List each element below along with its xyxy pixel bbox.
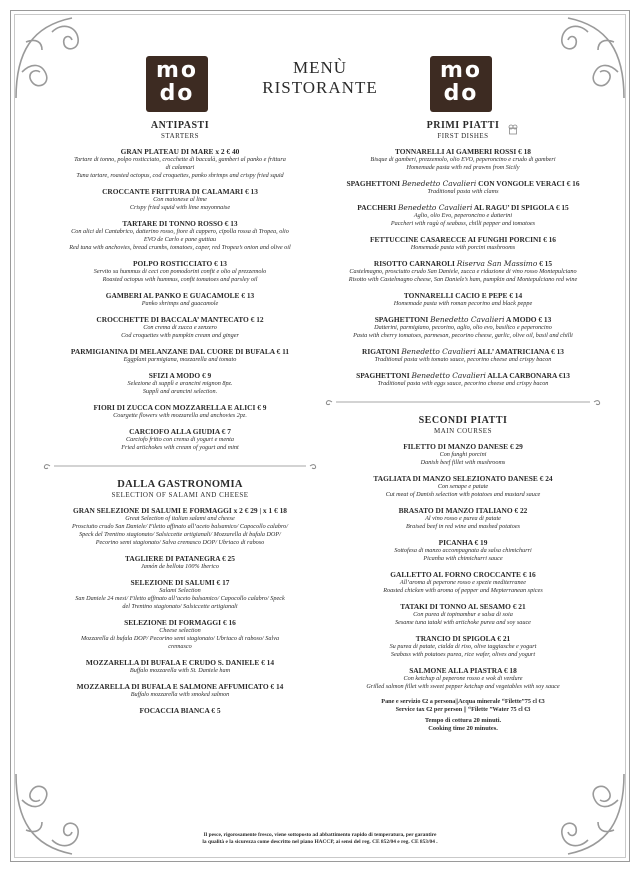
section-title: DALLA GASTRONOMIA	[117, 479, 243, 490]
section-subtitle: STARTERS	[160, 132, 200, 140]
menu-item	[322, 291, 604, 308]
dish-name: GALLETTO AL FORNO CROCCANTE € 16	[390, 570, 536, 579]
dish-name	[322, 203, 604, 212]
dish-name: GRAN SELEZIONE DI SALUMI E FORMAGGI x 2 € 29 | x 1 € 18	[73, 506, 287, 515]
dish-description: Traditional pasta with tomato sauce, pecorino cheese and crispy bacon	[374, 356, 552, 363]
menu-item	[40, 403, 320, 420]
dish-description: Danish beef fillet with mushrooms	[420, 459, 506, 466]
menu-item	[322, 634, 604, 659]
dish-description: Mozzarella di bufala DOP/ Pecorino semi stagionato/ Ubriaco di raboso/ Salva	[80, 635, 280, 642]
brand-logo: mo do	[430, 56, 492, 112]
dish-name: CROCCHETTE DI BACCALA’ MANTECATO € 12	[96, 315, 264, 324]
dish-description: Castelmagno, prosciutto crudo San Daniele, zucca e riduzione di vino rosso Montepulciano	[349, 268, 577, 275]
dish-name-part: AL RAGU’ DI SPIGOLA € 15	[472, 203, 569, 212]
producer-name: Benedetto Cavalieri	[397, 203, 473, 212]
menu-item	[322, 371, 604, 388]
dish-name	[322, 147, 604, 156]
menu-item	[322, 442, 604, 467]
cooking-time-note: Tempo di cottura 20 minuti. Cooking time 20 minutes.	[424, 717, 502, 732]
corner-flourish-icon	[538, 12, 628, 102]
dish-name	[322, 259, 604, 268]
dish-name: MOZZARELLA DI BUFALA E SALMONE AFFUMICATO € 14	[76, 682, 284, 691]
dish-name-part: TONNARELLI CACIO E PEPE € 14	[403, 291, 523, 300]
section-subtitle: FIRST DISHES	[437, 132, 489, 140]
menu-item	[40, 554, 320, 571]
menu-item	[40, 706, 320, 715]
dish-description: Panko shrimps and guacamole	[141, 300, 219, 307]
dish-name: TAGLIATA DI MANZO SELEZIONATO DANESE € 24	[373, 474, 553, 483]
dish-description: Red tuna with anchovies, bread crumbs, tomatoes, caper, red Tropea’s onion and olive oil	[69, 244, 291, 251]
menu-item	[322, 474, 604, 499]
dish-name-part: A MODO € 13	[504, 315, 552, 324]
dish-description: Homemade pasta with porcini mushrooms	[410, 244, 516, 251]
menu-item	[40, 315, 320, 340]
dish-description: Seabass with potatoes purea, rice wafer, olives and yogurt	[390, 651, 536, 658]
divider-ornament-icon	[40, 459, 320, 473]
dish-description: Traditional pasta with clams	[427, 188, 499, 195]
dish-description: San Daniele 24 mesi/ Filetto affinato all’aceto balsamico/ Capocollo calabro/ Speck	[75, 595, 285, 602]
dish-name: TRANCIO DI SPIGOLA € 21	[415, 634, 511, 643]
dish-description: Con alici del Cantabrico, datterino rosso, fiore di cappero, cipolla rossa di Tropea, olio	[71, 228, 289, 235]
dish-name: GRAN PLATEAU DI MARE x 2 € 40	[120, 147, 240, 156]
dish-description: Selezione di supplì e arancini mignon 8pz.	[127, 380, 233, 387]
dish-description: Fried artichokes with cream of yogurt and mint	[121, 444, 239, 451]
dish-name-part: PACCHERI	[357, 203, 398, 212]
menu-item	[322, 179, 604, 196]
dish-name: SELEZIONE DI SALUMI € 17	[130, 578, 230, 587]
dish-description: Prosciutto crudo San Daniele/ Filetto affinato all’aceto balsamico/ Capocollo calabro/	[72, 523, 288, 530]
producer-name: Benedetto Cavalieri	[401, 347, 476, 356]
corner-flourish-icon	[12, 770, 102, 860]
dish-name: TAGLIERE DI PATANEGRA € 25	[125, 554, 235, 563]
dish-name-part: € 15	[537, 259, 553, 268]
menu-item	[40, 506, 320, 547]
section-title: PRIMI PIATTI	[426, 120, 500, 131]
dish-description: Cod croquettes with pumpkin cream and ginger	[121, 332, 239, 339]
dish-name: TATAKI DI TONNO AL SESAMO € 21	[400, 602, 526, 611]
producer-name: Riserva San Massimo	[456, 259, 538, 268]
dish-description: Sottofesa di manzo accompagnata da salsa chimichurri	[394, 547, 532, 554]
menu-item	[40, 427, 320, 452]
dish-description: Con ketchup al peperone rosso e wok di verdure	[403, 675, 523, 682]
footer-note: Il pesce, rigorosamente fresco, viene sottoposto ad abbattimento rapido di temperatura, per garantire la qualità e la sicurezza come descritto nel piano HACCP, ai sensi del reg. CE 852/04 e reg. CE 853/04 .	[202, 832, 438, 845]
dish-name: POLPO ROSTICCIATO € 13	[133, 259, 227, 268]
dish-name: BRASATO DI MANZO ITALIANO € 22	[398, 506, 528, 515]
menu-item	[40, 578, 320, 611]
dish-description: Tartare di tonno, polpo rosticciato, crocchette di baccalà, gamberi al panko e frittura	[74, 156, 286, 163]
menu-item	[40, 187, 320, 212]
menu-item	[40, 219, 320, 252]
dish-description: Buffalo mozzarella with smoked salmon	[130, 691, 230, 698]
dish-name-part: FETTUCCINE CASARECCE AI FUNGHI PORCINI € 16	[369, 235, 557, 244]
right-column	[322, 120, 604, 733]
dish-description: Con purea di topinambur e salsa di soia	[413, 611, 513, 618]
dish-name	[322, 371, 604, 380]
dish-name: FILETTO DI MANZO DANESE € 29	[403, 442, 523, 451]
menu-item	[322, 570, 604, 595]
dish-description: Bisque di gamberi, prezzemolo, olio EVO, peperoncino e crudo di gamberi	[370, 156, 556, 163]
dish-name-part: ALLA CARBONARA €13	[485, 371, 570, 380]
dish-description: Traditional pasta with eggs sauce, pecorino cheese and crispy bacon	[377, 380, 549, 387]
gastro-list	[40, 506, 320, 715]
brand-logo: mo do	[146, 56, 208, 112]
dish-description: Homemade pasta with roman pecorino and black peppe	[393, 300, 533, 307]
dish-description: Servito su hummus di ceci con pomodorini confit e olio al prezzemolo	[93, 268, 267, 275]
dish-description: Con maionese al lime	[153, 196, 207, 203]
dish-description: Pasta with cherry tomatoes, parmesan, pecorino cheese, garlic, olive oil, basil and chilli	[353, 332, 573, 339]
menu-item	[322, 259, 604, 284]
dish-description: Al vino rosso e purea di patate	[425, 515, 501, 522]
dish-description: Cheese selection	[159, 627, 201, 634]
dish-description: di calamari	[165, 164, 195, 171]
dish-name-part: RISOTTO CARNAROLI	[373, 259, 457, 268]
dish-name: GAMBERI AL PANKO E GUACAMOLE € 13	[105, 291, 255, 300]
corner-flourish-icon	[12, 12, 102, 102]
dish-description: Su purea di patate, cialda di riso, olive taggiasche e yogurt	[389, 643, 537, 650]
menu-item	[40, 291, 320, 308]
dish-description: Picanha with chimichurri sauce	[423, 555, 503, 562]
dish-name: SELEZIONE DI FORMAGGI € 16	[124, 618, 236, 627]
dish-name: CROCCANTE FRITTURA DI CALAMARI € 13	[102, 187, 258, 196]
menu-item	[322, 147, 604, 172]
menu-item	[40, 618, 320, 651]
dish-description: del Trentino stagionato/ Salsiccette artigianali	[122, 603, 238, 610]
producer-name: Benedetto Cavalieri	[430, 315, 505, 324]
dish-name: PICANHA € 19	[438, 538, 488, 547]
dish-description: Supplì and arancini selection.	[142, 388, 218, 395]
dish-name	[322, 291, 604, 300]
dish-name: TARTARE DI TONNO ROSSO € 13	[122, 219, 238, 228]
menu-item	[40, 347, 320, 364]
menu-item	[322, 203, 604, 228]
menu-item	[40, 371, 320, 396]
dish-description: cremasco	[168, 643, 192, 650]
menu-item	[322, 602, 604, 627]
left-column	[40, 120, 320, 722]
dish-description: Eggplant parmigiana, mozzarella and tomato	[123, 356, 237, 363]
dish-name-part: ALL’ AMATRICIANA € 13	[475, 347, 564, 356]
dish-description: Buffalo mozzarella with St. Daniele ham	[129, 667, 231, 674]
menu-item	[322, 538, 604, 563]
dish-name: SFIZI A MODO € 9	[148, 371, 212, 380]
menu-item	[40, 658, 320, 675]
menu-item	[322, 666, 604, 691]
dish-description: Homemade pasta with red prawns from Sicily	[406, 164, 520, 171]
dish-name	[322, 315, 604, 324]
divider-ornament-icon	[322, 395, 604, 409]
menu-item	[322, 506, 604, 531]
section-subtitle: SELECTION OF SALAMI AND CHEESE	[111, 491, 249, 499]
producer-name: Benedetto Cavalieri	[411, 371, 486, 380]
dish-description: Tuna tartare, roasted octopus, cod croquettes, panko shrimps and crispy fried squid	[76, 172, 284, 179]
dish-description: Pecorino semi stagionato/ Salva cremasco DOP/ Ubriaco di raboso	[95, 539, 265, 546]
section-title: ANTIPASTI	[150, 120, 210, 131]
menu-item	[40, 682, 320, 699]
dish-name-part: SPAGHETTONI	[346, 179, 402, 188]
dish-description: Great Selection of italian salami and cheese	[125, 515, 235, 522]
primi-list	[322, 147, 604, 388]
dish-description: Grilled salmon fillet with sweet pepper ketchup and vegetables with soy sauce	[366, 683, 560, 690]
dish-name-part: RIGATONI	[362, 347, 402, 356]
dish-name-part: SPAGHETTONI	[356, 371, 412, 380]
dish-description: Aglio, olio Evo, peperoncino e datterini	[413, 212, 513, 219]
dish-description: Braised beef in red wine and mashed potatoes	[405, 523, 521, 530]
section-subtitle: MAIN COURSES	[434, 427, 492, 435]
producer-name: Benedetto Cavalieri	[401, 179, 477, 188]
dish-description: Cut meat of Danish selection with potatoes and mustard sauce	[385, 491, 541, 498]
dish-name	[322, 235, 604, 244]
dish-description: Datterini, parmigiano, pecorino, aglio, olio evo, basilico e peperoncino	[374, 324, 552, 331]
page-title: MENÙ RISTORANTE	[262, 58, 378, 97]
dish-description: Roasted octopus with hummus, confit tomatoes and parsley oil	[102, 276, 258, 283]
dish-description: Paccheri with ragù of seabass, chilli pepper and tomatoes	[390, 220, 536, 227]
dish-name-part: TONNARELLI AI GAMBERI ROSSI € 18	[394, 147, 531, 156]
dish-description: All’aroma di peperone rosso e spezie mediterranee	[399, 579, 527, 586]
dish-description: Con funghi porcini	[439, 451, 487, 458]
dish-name	[322, 179, 604, 188]
corner-flourish-icon	[538, 770, 628, 860]
dish-name: FOCACCIA BIANCA € 5	[139, 706, 221, 715]
dish-name-part: SPAGHETTONI	[374, 315, 431, 324]
menu-item	[322, 315, 604, 340]
dish-description: Roasted chicken with aroma of pepper and Mepterranean spices	[383, 587, 543, 594]
dish-description: Risotto with Castelmagno cheese, San Daniele’s ham, pumpkin and Montepulciano red wine	[348, 276, 578, 283]
dish-description: Con crema di zucca e zenzero	[143, 324, 217, 331]
dish-description: Sesame tuna tataki with artichoke purea and soy sauce	[395, 619, 531, 626]
dish-description: Carciofo fritto con crema di yogurt e menta	[126, 436, 234, 443]
dish-description: Jamón de bellota 100% Iberico	[140, 563, 219, 570]
dish-description: Speck del Trentino stagionato/ Salsiccette artigianali/ Mozzarella di bufala DOP/	[79, 531, 281, 538]
dish-description: EVO de Carlo e pane guttiau	[143, 236, 217, 243]
dish-name-part: CON VONGOLE VERACI € 16	[476, 179, 580, 188]
secondi-list	[322, 442, 604, 691]
menu-item	[322, 235, 604, 252]
service-note: Pane e servizio €2 a persona||Acqua minerale “Filette”75 cl €3 Service tax €2 per person || “Filette ”Water 75 cl €3	[381, 698, 545, 713]
dish-description: Crispy fried squid with lime mayonnaise	[129, 204, 231, 211]
menu-item	[322, 347, 604, 364]
dish-name: CARCIOFO ALLA GIUDIA € 7	[129, 427, 231, 436]
dish-name: FIORI DI ZUCCA CON MOZZARELLA E ALICI € 9	[93, 403, 267, 412]
menu-item	[40, 259, 320, 284]
dish-description: Salami Selection	[159, 587, 201, 594]
dish-name: PARMIGIANINA DI MELANZANE DAL CUORE DI BUFALA € 11	[70, 347, 290, 356]
section-title: SECONDI PIATTI	[418, 415, 508, 426]
dish-description: Courgette flowers with mozzarella and anchovies 2pz.	[113, 412, 247, 419]
dish-name	[322, 347, 604, 356]
menu-item	[40, 147, 320, 180]
dish-name: SALMONE ALLA PIASTRA € 18	[409, 666, 517, 675]
dish-name: MOZZARELLA DI BUFALA E CRUDO S. DANIELE € 14	[85, 658, 275, 667]
antipasti-list	[40, 147, 320, 452]
dish-description: Con senape e patate	[437, 483, 489, 490]
